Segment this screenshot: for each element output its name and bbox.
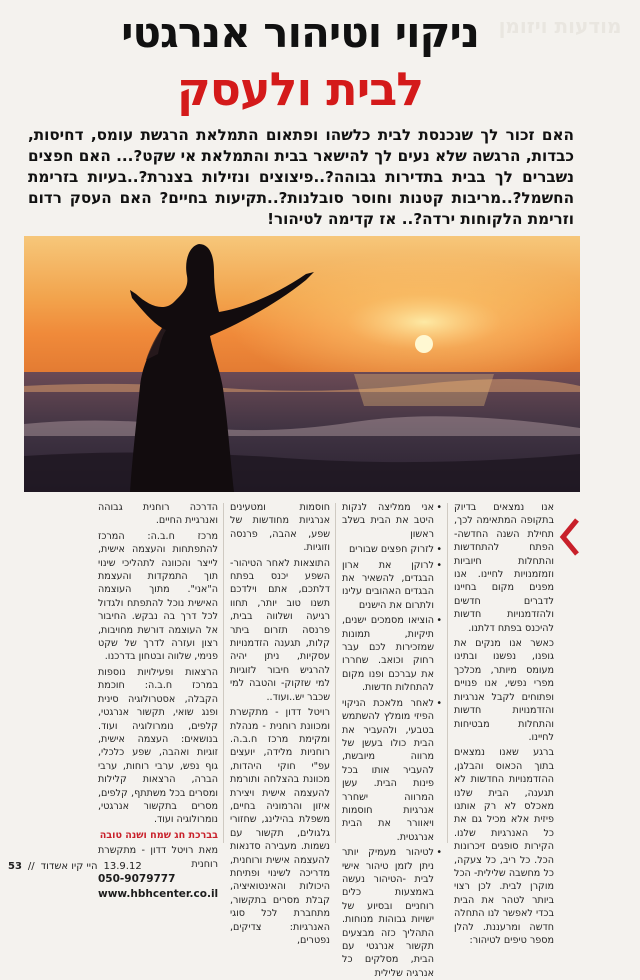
- background-ghost-text: מודעות ויזומן: [498, 14, 622, 38]
- column-3: [230, 501, 330, 946]
- holiday-greeting: בברכת חג שמח ושנה טובה: [99, 829, 218, 841]
- col4-paragraph: מרכז ח.ב.ה: המרכז להתפתחות והעצמה אישית, לייצר והכוונה לתהליכי שינוי תוך התמקדות והעצמת ה"אני". מתוך העוצמה האישית נוכל להתפתח ולגדול לכל דרך בה נבקש. החיבור אל העוצמה דורשת מחויבות, רצון ועזרה לדרך של שקט פנימי, שלווה ובטחון בדרכנו.: [98, 530, 218, 663]
- sun-icon: [415, 335, 433, 353]
- woman-at-sunset-beach-photo: [24, 236, 580, 492]
- lead-paragraph: האם זכור לך שנכנסת לבית כלשהו ופתאום התמלאת הרגשת עומס, דחיסות, כבדות, הרגשה שלא נעים לך להישאר בבית והתמלאת אי שקט?... האם חפצים נשברים לך בבית בתדירות גבוהה?..פיצוצים ונזילות בצנרת?..בעיות בזרימת החשמל?..מריבות קטנות וחוסר סובלנות?..תקיעות בחיים? האם העסק רדום וזרימת הלקוחות ירדה?.. אז קדימה לטיהור!: [28, 126, 574, 228]
- tip-item: • לטיהור מעמיק יותר ניתן לזמן טיהור אישי לבית -הטיהור נעשה באמצעות כלים רוחניים ובסיוע של ישויות גבוהות מנוחות. התהליך כזה מבצעים תקשור אנרגטי עם הבית, מסלקים כל אנרגיה שלילית: [342, 846, 442, 980]
- article-subtitle: לבית ולעסק: [176, 62, 424, 116]
- col1-paragraph: אנו נמצאים בדיוק בתקופה המתאימה לכך, תחילת השנה החדשה- הפתח להתחדשות והתחלות חיוביות וזמזמנויות לחיינו. אנו מפנים מקום בחיינו לדברים חדשים ולהזדמנויות חדשות להיכנס בפתח דלתנו.: [454, 502, 554, 634]
- col3-paragraph: התוצאות לאחר הטיהור- השפע יכנס בפתח דלתכם, אתם וילדכם תשנו טוב יותר, תחוו רגיעה ושלווה בבית, פרנסה תזרום ביתר קלות, תגענה הזדמנויות עסקיות, ניתן יהיה להרגיש חיבור לזוגיות למי שזקוק- והטבה למי שכבר יש..ועוד..: [230, 557, 330, 703]
- column-divider: [447, 503, 448, 843]
- column-divider: [335, 503, 336, 843]
- tip-item: • הוציאו מסמכים ישנים, תיקיות, תמונות שמזכירות לכם עבר רחוק וכואב. שחררו את עברכם ופנו מקום להתחלות חדשות.: [342, 614, 442, 694]
- website-link[interactable]: www.hbhcenter.co.il: [98, 888, 219, 901]
- phone-number: 050-9079777: [98, 872, 176, 885]
- page-number: 53: [8, 860, 22, 872]
- col4-paragraph: הדרכה רוחנית גבוהה ואנרגיית החיים.: [98, 502, 218, 527]
- tip-item: • לזרוק חפצים שבורים: [342, 543, 442, 556]
- column-1: [454, 501, 554, 946]
- tip-item: • לרוקן את ארון הבגדים, להשאיר את הבגדים האהובים עלינו ולתרום את הישנים: [342, 559, 442, 613]
- article-header: [40, 6, 622, 118]
- footer-separator: //: [27, 860, 35, 872]
- column-divider: [223, 503, 224, 843]
- tip-item: • לאחר מלאכת הניקוי הפיזי מומלץ להשתמש בטבעי, ולהעביר את הבית כולו בעשן של מרווה מיובשת, להעביר אותו בכל פינות הבית. עשן המרווה ישחרר אנרגיות חוסמות ויאוורר את הבית אנרגטית.: [342, 697, 442, 844]
- publication-name: היי קיו אשדוד: [40, 860, 98, 872]
- tip-item: • אני ממליצה לנקות היטב את הבית בשלב ראשון: [342, 501, 442, 541]
- col1-paragraph: כאשר אנו מנקים את גופנו, נפשנו ובתינו מעומס מיותר, מכלכך מפרי נפשי, אנו פנויים ופתוחים לקבל אנרגיות והזדמנויות חדשות והתחלות מבטיחות לחיינו.: [454, 638, 554, 743]
- col4-paragraph: הרצאות ופעילויות נוספות במרכז ח.ב.ה: חוכמת הקבלה, אסטרולוגיה סינית ופנג שואי, תקשור אנרגטי, קלפים, נומרולוגיה ועוד. בנושאים: העצמה אישית, זוגיות ואהבה, שפע כלכלי, גוף נפש, ערבי רוחות, ערבי הברה, הרצאות קלילות ומסרים בכל משתתף, קלפים, מסרים בתקשור אנרגטי, נומרולוגיה ועוד.: [98, 666, 218, 826]
- page-footer: [8, 858, 208, 874]
- author-contact-line: מאת רויטל דדון - מתקשרת רוחנית: [98, 845, 218, 870]
- col3-paragraph: חוסמות ומטעינים אנרגיות מחודשות של שפע, אהבה, פרנסה וזוגיות.: [230, 502, 330, 554]
- photo-illustration: [24, 236, 580, 492]
- article-title: ניקוי וטיהור אנרגטי: [121, 8, 479, 57]
- column-2: [342, 501, 442, 979]
- col3-paragraph: רויטל דדון - מתקשרת ומכוונת רוחנית - מנהלת ומקימת מרכז ח.ב.ה. רוחניות מלידה, יועצים עפ"י חוקי היהדות, מכוונת בהצלחה ותורמת להעצמה אישית ויצירת איזון והרמוניה בחיים, משפלת בהילינג, שחזורי גלגולים, תקשור עם נשמות. מעבירה סדנאות להעצמה אישית ורוחנית, מדריכה לשינוי ופתיחת היכולות והאינטואיציה, קבלת מסרים בתקשור, מתחברת לכל סוגי האנרגיות: צדיקים, נפטרים,: [230, 707, 330, 946]
- col1-paragraph: ברגע שאנו נמצאים בתוך הכאוס והבלגן, ההזדמנויות החדשות לא תגענה, הבית שלנו מאכלס לא רק אותנו פיזית אלא מכיל גם את כל האנרגיות שלנו. הקירות סופגים זיכרונות הכל. כל ריב, כל צעקה, כל מחשבה שלילית- הכל מוקרן לבית. לכן רצוי ביותר לטהר את הבית בכדי לאפשר לנו התחלה חדשה ומרעננת. להלן מספר טיפים לטיהור:: [454, 747, 554, 946]
- chevron-left-icon: [558, 517, 580, 557]
- issue-date: 13.9.12: [103, 860, 142, 872]
